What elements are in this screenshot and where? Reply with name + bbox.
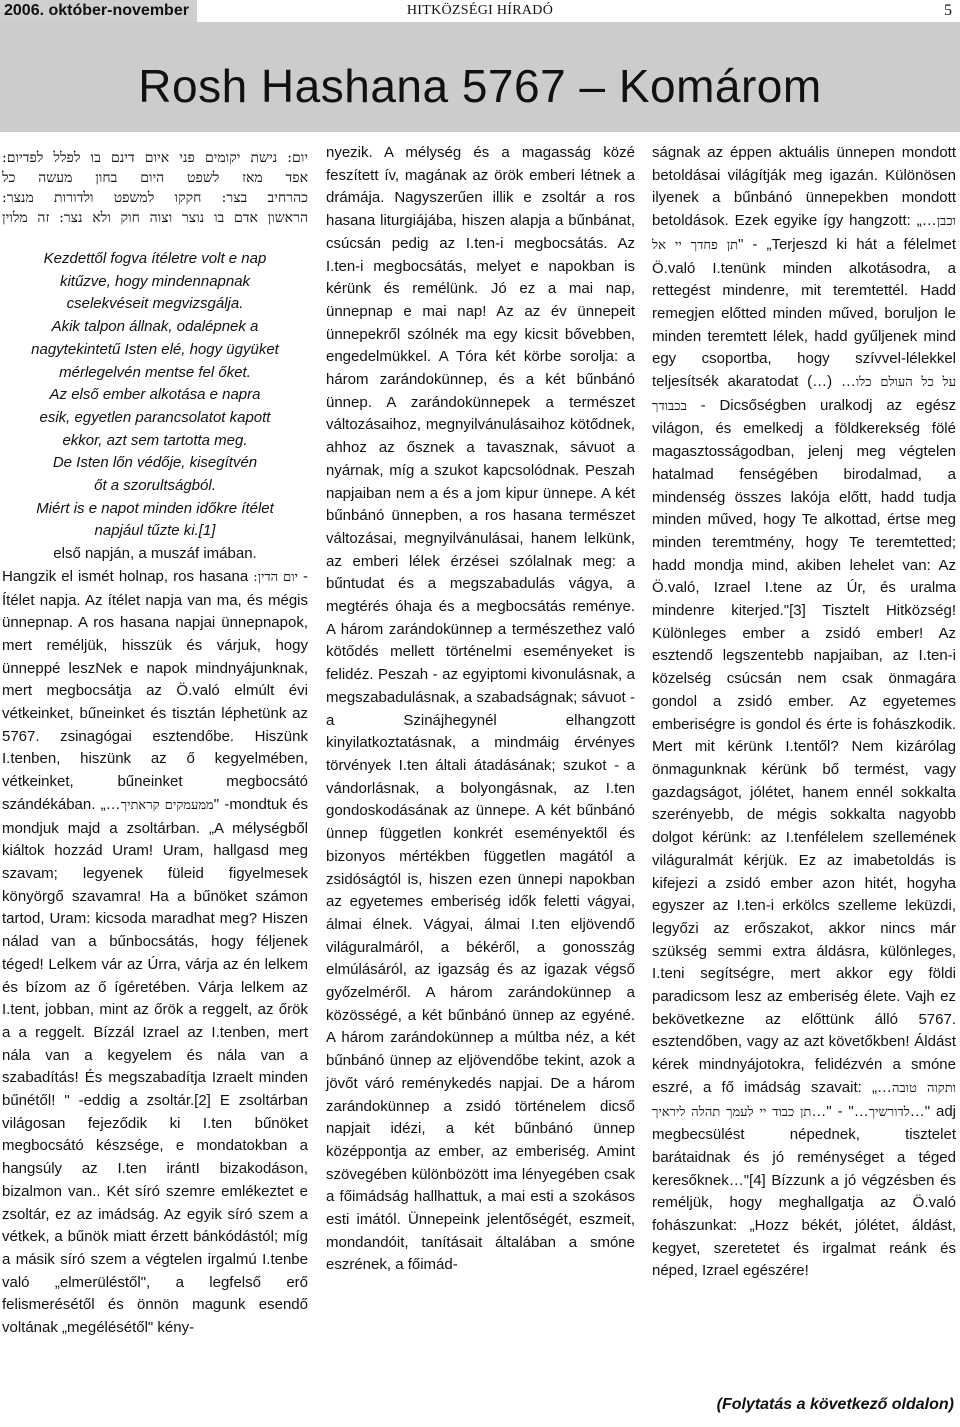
body-paragraph <box>2 566 308 1340</box>
hebrew-line: הראשון אדם בו נוצר וצוה חוק ולא נצר: זה מלוין <box>2 210 308 226</box>
body-paragraph <box>652 142 956 1283</box>
hebrew-verse <box>2 142 308 228</box>
page-title: Rosh Hashana 5767 – Komárom <box>138 60 822 112</box>
poem-line: mérlegelvén mentse fel őket. <box>59 363 251 381</box>
hebrew-line: כהרחיב בצר: חקקו למשפט ולדורות מנצר: <box>2 190 308 206</box>
body-text: - Ítélet napja. Az ítélet napja van ma, és mégis ünnepnap. A ros hasana napjai ünnepnapok, mert reméljük, hisszük és várjuk, hogy ünneppé leszNek e napok mindnyájunknak, mert megbocsátja az Ö.való elmúlt évi vétkeinket, bűneinket és tisztán léphetünk az 5767. zsinagógai esztendőbe. Hiszünk I.tenben, hiszünk az ő kegyelmében, vétkeinket, bűneinket megbocsátó szándékában. „… <box>2 567 308 813</box>
poem-line: ekkor, azt sem tartotta meg. <box>62 431 248 449</box>
hebrew-inline: ותקוה טובה לדורשיך <box>868 1080 956 1120</box>
body-text: Hangzik el ismét holnap, ros hasana <box>2 567 249 585</box>
hebrew-inline: וכבן תן פחדך יי אל <box>652 214 956 253</box>
column-3 <box>652 142 956 1283</box>
body-text: " -mondtuk és mondjuk majd a zsoltárban. „A mélységből kiáltok hozzád Uram! Uram, hallgasd meg szavam; legyenek füleid figyelmesek könyörgő szavamra! Ha a bűnöket számon tartod, Uram: kicsoda maradhat meg? Hiszen nálad van a bűnbocsátás, hogy féljenek téged! Lelkem vár az Úrra, várja az én lelkem és bízom az ő ígéretében. Várja lelkem az I.tent, jobban, mint az őrök a reggelt, az őrök a a reggelt. Bízzál Izrael az I.tenben, mert nála van a kegyelem és nála van a szabadítás! És megszabadítja Izraelt minden bűnétől! " -eddig a zsoltár.[2] E zsoltárban világosan fejeződik ki I.ten bűnöket megbocsátó készsége, e mondatokban a hangsúly az I.ten irántI bizakodáson, bizalmon van.. Két síró szemre emlékeztet e zsoltár, ez az imádság. Az egyik síró szem a vétkek, a bűnök miatt érzett bánkódástól; míg a másik síró szem a végtelen irgalmú I.tenbe való „elmerüléstől", a legfelső erő felismerésétől és önnön magunk esendő voltának „megélésétől" kény- <box>2 795 308 1337</box>
body-text: …" - "… <box>811 1102 869 1120</box>
poem-translation <box>2 248 308 543</box>
poem-line: kitűzve, hogy mindennapnak <box>59 272 251 290</box>
poem-line: cselekvéseit megvizsgálja. <box>66 295 244 313</box>
poem-line: nagytekintetű Isten elé, hogy ügyüket <box>31 340 279 358</box>
poem-line: Kezdettől fogva ítéletre volt e nap <box>43 250 267 267</box>
body-paragraph: nyezik. A mélység és a magasság közé feszített ív, magának az örök emberi létnek a drámája. Nagyszerűen illik e zsoltár a ros hasana liturgiájába, hiszen alapja a bűnbánat, csúcsán pedig az I.ten-i megbocsátás. Az I.ten-i megbocsátás, melyet e napokban is kérünk és remélünk. Jó ez a mai nap, ünnepnap e mai nap! Az az év ünnepeit ünnepekről szólnék ma egy kicsit bővebben, engedelmükkel. A Tóra két körbe sorolja: a három zarándokünnep, és a két bűnbánó ünnep. A zarándokünnepek a természet változásaihoz, megnyilvánulásaihoz kötődnek, ahhoz az ősznek a tavasznak, sávuot a nyárnak, míg a szukot kapcsolódnak. Peszah napjaiban nem a és a jom kipur ünnepe. A két bűnbánó ünnepben, a ros hasana természet változásai, megnyilvánulásai, hanem lelkünk, az emberi lélek érzései szólalnak meg: a bűntudat és a megszabadulás vágya, a megtérés óhaja és a megbocsátás reménye. A három zarándokünnep a természethez való kötődés mellett történelmi eseményeket is felidéz. Peszah - az egyiptomi kivonulásnak, a megszabadulásnak, a szabadságnak; sávuot - a Szinájhegynél elhangzott kinyilatkoztatásnak, a mindmáig érvényes törvények I.ten általi átadásának; szukot - a vándorlásnak, a bolyongásnak, az I.ten gondoskodásának az ünnepe. A két bűnbánó ünnep független konkrét eseményektől és bizonyos mértékben független magától a zsidóságtól is, hiszen ezen ünnepi napokban az egyetemes emberiség idők feletti vágyai, álmai élnek. Vágyai, álmai I.ten eljövendő világuralmáról, a békéről, a gonosszág elmúlásáról, az igazság és az igazak végső győzelméről. A három zarándokünnep a közösségé, a két bűnbánó ünnep az egyéné. A három zarándokünnep a múltba néz, a két bűnbánó ünnep az eljövendőbe tekint, azok a jövőt váró reménykedés napjai. De a három zarándokünnep a zsidó történelem dicső napjait idézi, a két bűnbánó ünnep középpontja az ember, az emberiség. Amint szövegében különbözött ima lényegében csak a főimádság hallhattuk, a mai esti a szokásos esti imától. Ünnepeink jelentőségét, eszmeit, mondandóit, tanításait általában a smóne eszrének, a főimád- <box>326 144 635 1274</box>
poem-line: Akik talpon állnak, odalépnek a <box>51 318 259 336</box>
column-2 <box>326 142 635 1277</box>
poem-line: őt a szorultságból. <box>94 477 216 495</box>
hebrew-inline: על כל העולם כלו בכבודך <box>652 375 956 414</box>
hebrew-inline: יום הדין: <box>253 569 298 585</box>
poem-line: esik, egyetlen parancsolatot kapott <box>39 408 271 426</box>
hebrew-line: יום: נישת יקומים פני איום דינם בו לפלל לפדיום: <box>2 150 308 166</box>
continuation-note: (Folytatás a következő oldalon) <box>716 1396 954 1413</box>
column-1 <box>2 142 308 1340</box>
poem-line: Az első ember alkotása e napra <box>49 386 261 404</box>
hebrew-inline: ממעמקים קראתיך <box>120 797 214 813</box>
body-text: - Dicsőségben uralkodj az egész világon, és emelkedj a földkerekség fölé magasztosságodban, jelenj meg végtelen hatalmad fenségében birodalmad, a mindenség összes lakója előtt, hadd tudja minden műved, hogy Te alkottad, értse meg minden teremtmény, hogy Te teremtetted; hadd mondja mind, akiben lehelet van: Az Ö.való, Izrael I.tene az Úr, és uralma mindenre kiterjed."[3] Tisztelt Hitközség! Különleges ember a zsidó ember! Az esztendő legszentebb napjaiban, az I.ten-i közelség csúcsán nem csak önmagára gondol a zsidó ember. Az egyetemes emberiségre is gondol és érte is fohászkodik. Mert mit kérünk I.tentől? Nem kizárólag önmagunknak kérünk bő termést, vagy gazdagságot, jólétet, hanem ennél sokkalta szerényebb, de mégis sokkalta nagyobb dolgot kérünk: az I.tenfélelem szellemének világuralmát kérjük. Ez az imabetoldás is kifejezi a zsidó ember azon hitét, hogyha egyszer az I.ten-i erkölcs szelleme leküzdi, legyőzi az erőszakot, akkor nincs már szükség semmi extra áldásra, különleges, I.teni segítségre, mert akkor egy földi paradicsom lesz az emberiség élete. Vajh ez bekövetkezne az előttünk álló 5767. esztendőben, vagy az azt követőkben! Áldást kérek mindnyájotokra, felidézvén a smóne eszré, a fő imádság szavait: „… <box>652 396 956 1096</box>
body-text: " - „Terjeszd ki hát a félelmet Ö.való I.tenünk minden alkotásodra, a rettegést mindenre, mit teremtettél. Hadd remegjen előtted minden műved, boruljon le minden teremtett lélek, hadd gyűljenek mind egy csoportba, hogy szívvel-lélekkel teljesítsék akaratodat (…) … <box>652 235 956 391</box>
body-text: …" adj megbecsülést népednek, tisztelet barátaidnak és jó reménységet a téged keresőknek…"[4] Bízzunk a jó végzésben és reméljük, hogy meghallgatja az Ö.való fohászunkat: „Hozz békét, jólétet, áldást, kegyet, szeretetet és irgalmat reánk és néped, Izrael egészére! <box>652 1102 957 1280</box>
poem-line: De Isten lőn védője, kisegítvén <box>52 454 258 472</box>
poem-line: Miért is e napot minden időkre ítélet <box>36 499 274 517</box>
publication-name: HITKÖZSÉGI HÍRADÓ <box>406 3 554 18</box>
hebrew-line: אפד מאז לשפט היום בחון מעשה כל <box>2 170 308 186</box>
poem-line: napjául tűzte ki.[1] <box>94 522 216 540</box>
body-text: ságnak az éppen aktuális ünnepen mondott betoldásai világítják meg igazán. Különösen ilyenek a bűnbánó ünnepekben mondott betoldások. Ezek egyike így hangzott: „… <box>652 144 956 230</box>
issue-date: 2006. október-november <box>0 0 197 22</box>
hebrew-inline: תן כבוד יי לעמך תהלה ליראיך <box>652 1104 812 1120</box>
muszaf-line: első napján, a muszáf imában. <box>53 545 257 563</box>
page-number: 5 <box>944 2 952 19</box>
page-header <box>0 0 960 22</box>
